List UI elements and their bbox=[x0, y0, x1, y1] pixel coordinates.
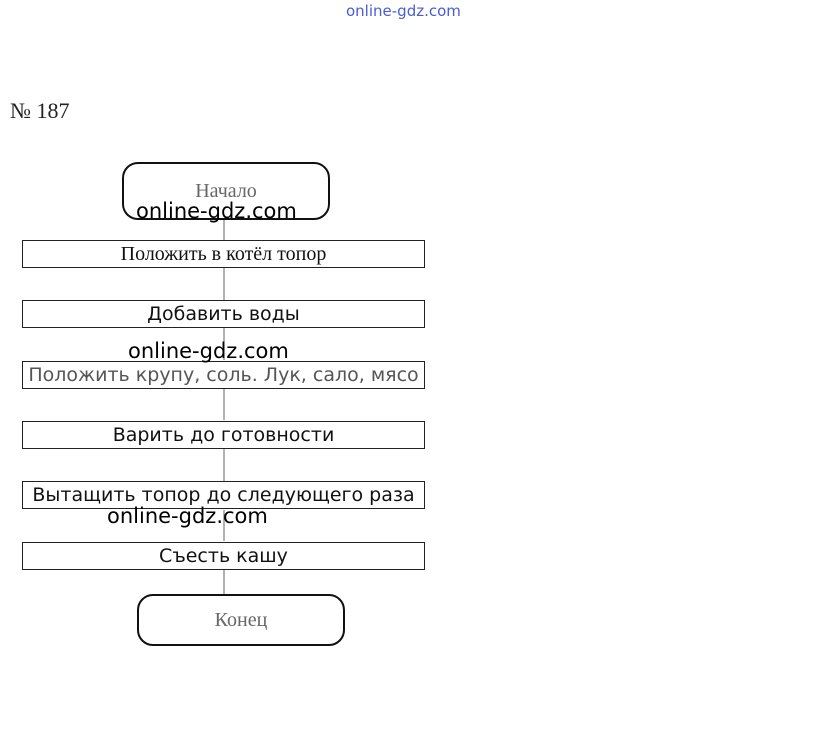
watermark: online-gdz.com bbox=[136, 199, 297, 223]
step-label: Положить крупу, соль. Лук, сало, мясо bbox=[28, 364, 419, 386]
step-box bbox=[22, 421, 425, 449]
watermark: online-gdz.com bbox=[107, 504, 268, 528]
step-box bbox=[22, 240, 425, 268]
step-label: Вытащить топор до следующего раза bbox=[32, 484, 415, 506]
step-label: Добавить воды bbox=[147, 303, 300, 325]
end-terminal bbox=[137, 594, 345, 646]
step-label: Положить в котёл топор bbox=[120, 242, 327, 265]
step-label: Варить до готовности bbox=[112, 424, 335, 446]
site-watermark-top[interactable]: online-gdz.com bbox=[346, 2, 461, 20]
end-label: Конец bbox=[214, 608, 268, 631]
watermark: online-gdz.com bbox=[128, 339, 289, 363]
step-box bbox=[22, 361, 425, 389]
step-label: Съесть кашу bbox=[159, 545, 288, 567]
step-box bbox=[22, 300, 425, 328]
task-number: № 187 bbox=[10, 98, 70, 123]
start-label: Начало bbox=[195, 179, 257, 202]
step-box bbox=[22, 542, 425, 570]
